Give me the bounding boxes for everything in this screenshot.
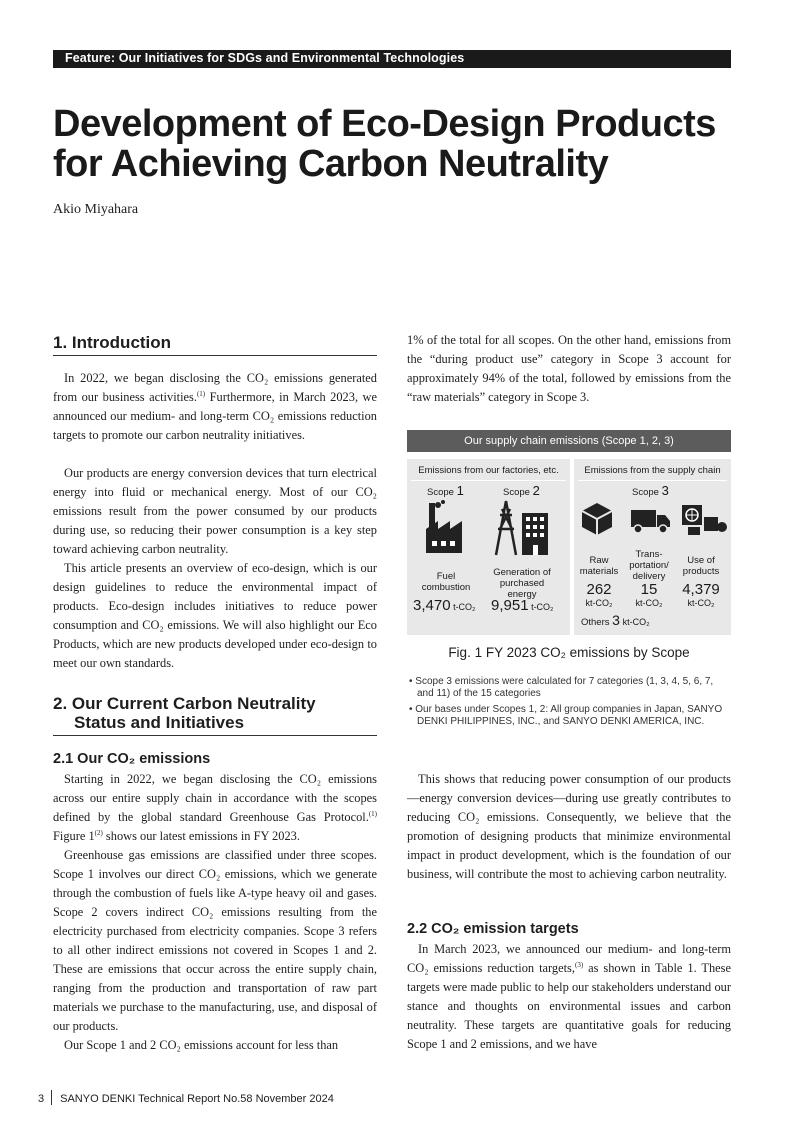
figure-note-2: • Our bases under Scopes 1, 2: All group companies in Japan, SANYO DENKI PHILIPPINES, INC., and SANYO DENKI AMERICA, INC. xyxy=(409,704,723,727)
generation-value: 9,951 t-CO₂ xyxy=(491,597,554,614)
section-2-2-heading: 2.2 CO₂ emission targets xyxy=(407,921,579,937)
factory-icon xyxy=(424,499,468,557)
fuel-combustion-label: Fuel combustion xyxy=(421,571,471,593)
page-footer xyxy=(38,1090,334,1105)
generation-label: Generation of purchased energy xyxy=(493,567,551,600)
section-banner xyxy=(53,50,731,68)
panel-supply-chain xyxy=(574,459,731,635)
article-title: Development of Eco-Design Products for Achieving Carbon Neutrality xyxy=(53,103,716,185)
author: Akio Miyahara xyxy=(53,202,139,217)
banner-text: Feature: Our Initiatives for SDGs and Environmental Technologies xyxy=(65,51,465,65)
power-building-icon xyxy=(492,499,554,559)
figure-note-1: • Scope 3 emissions were calculated for 7 categories (1, 3, 4, 5, 6, 7, and 11) of the 15 categories xyxy=(409,676,714,699)
use-of-products-value: 4,379 xyxy=(682,581,720,598)
right-paragraph-2: This shows that reducing power consumption of our products—energy conversion devices—during use greatly contributes to reducing CO₂ emissions. Consequently, we believe that the promotion of designing products that minimize environmental impact in product development, which is the foundation of our business, will contribute the most to achieving carbon neutrality. xyxy=(407,772,731,881)
intro-paragraph-3: This article presents an overview of eco-design, which is our design guidelines to reduce the environmental impact of products. Eco-design includes initiatives to reduce power consumption and CO₂ emissions. We will also highlight our Eco Products, which are new products developed under eco-design to meet our own standards. xyxy=(53,561,377,670)
products-icon xyxy=(678,499,728,539)
panel-factories xyxy=(407,459,570,635)
box-icon xyxy=(580,501,614,537)
s21-paragraph-3: Our Scope 1 and 2 CO₂ emissions account for less than xyxy=(64,1038,339,1052)
intro-paragraph-2: Our products are energy conversion devices that turn electrical energy into fluid or mechanical energy. Most of our CO₂ emissions result from the power consumed by our products during use, so reducing their power consumption is a key step toward achieving carbon neutrality. xyxy=(53,466,377,556)
panel-supply-title: Emissions from the supply chain xyxy=(584,465,721,476)
fuel-combustion-value: 3,470 t-CO₂ xyxy=(413,597,476,614)
figure-caption: Fig. 1 FY 2023 CO₂ emissions by Scope xyxy=(448,645,690,660)
scope-2-label: Scope 2 xyxy=(503,483,540,498)
transportation-value: 15 xyxy=(640,581,658,598)
s21-paragraph-2: Greenhouse gas emissions are classified under three scopes. Scope 1 involves our direct CO₂ emissions, which we generate through the combustion of fuels like A-type heavy oil and gases. Scope 2 covers indirect CO₂ emissions resulting from the electricity purchased from electricity companies. Scope 3 refers to all other indirect emissions not covered in Scopes 1 and 2. These are emissions that occur across the entire supply chain, ranging from the production and transportation of raw part materials we purchase to the manufacturing, use, and disposal of our products. xyxy=(53,848,377,1033)
page-number: 3 xyxy=(38,1093,45,1105)
raw-materials-unit: kt-CO₂ xyxy=(585,598,613,608)
footer-text: SANYO DENKI Technical Report No.58 November 2024 xyxy=(60,1093,334,1105)
s22-paragraph-1: In March 2023, we announced our medium- and long-term CO₂ emissions reduction targets,$^{(3)}$ as shown in Table 1. These targets were made public to help our stakeholders understand our stance and thoughts on environmental issues and carbon neutrality. These targets are quantitative goals for reducing Scope 1 and 2 emissions, and we have xyxy=(407,942,731,1051)
transportation-label: Trans-portation/ delivery xyxy=(629,549,669,582)
use-of-products-unit: kt-CO₂ xyxy=(687,598,715,608)
section-2-1-heading: 2.1 Our CO₂ emissions xyxy=(53,751,211,767)
section-2-heading: 2. Our Current Carbon Neutrality Status and Initiatives xyxy=(53,694,377,736)
truck-icon xyxy=(630,507,672,535)
intro-paragraph-1: In 2022, we began disclosing the CO₂ emissions generated from our business activities.$^{(1)}$ Furthermore, in March 2023, we announced our medium- and long-term CO₂ emissions reduction targets to promote our carbon neutrality initiatives. xyxy=(53,371,377,442)
raw-materials-label: Raw materials xyxy=(579,555,619,577)
use-of-products-label: Use of products xyxy=(682,555,720,577)
others-row: Others 3 kt-CO₂ xyxy=(581,612,650,628)
panel-factories-title: Emissions from our factories, etc. xyxy=(418,465,559,476)
transportation-unit: kt-CO₂ xyxy=(635,598,663,608)
section-1-heading: 1. Introduction xyxy=(53,333,377,356)
scope-3-label: Scope 3 xyxy=(632,483,669,498)
right-paragraph-1: 1% of the total for all scopes. On the other hand, emissions from the “during product use” category in Scope 3 account for approximately 94% of the total, followed by emissions from the “raw materials” category in Scope 3. xyxy=(407,333,731,404)
figure-header: Our supply chain emissions (Scope 1, 2, 3) xyxy=(407,430,731,452)
s21-paragraph-1: Starting in 2022, we began disclosing the CO₂ emissions across our entire supply chain in accordance with the scopes defined by the global standard Greenhouse Gas Protocol.$^{(1)}$ Figure 1$^{(2)}$ shows our latest emissions in FY 2023. xyxy=(53,772,377,843)
raw-materials-value: 262 xyxy=(586,581,612,598)
scope-1-label: Scope 1 xyxy=(427,483,464,498)
